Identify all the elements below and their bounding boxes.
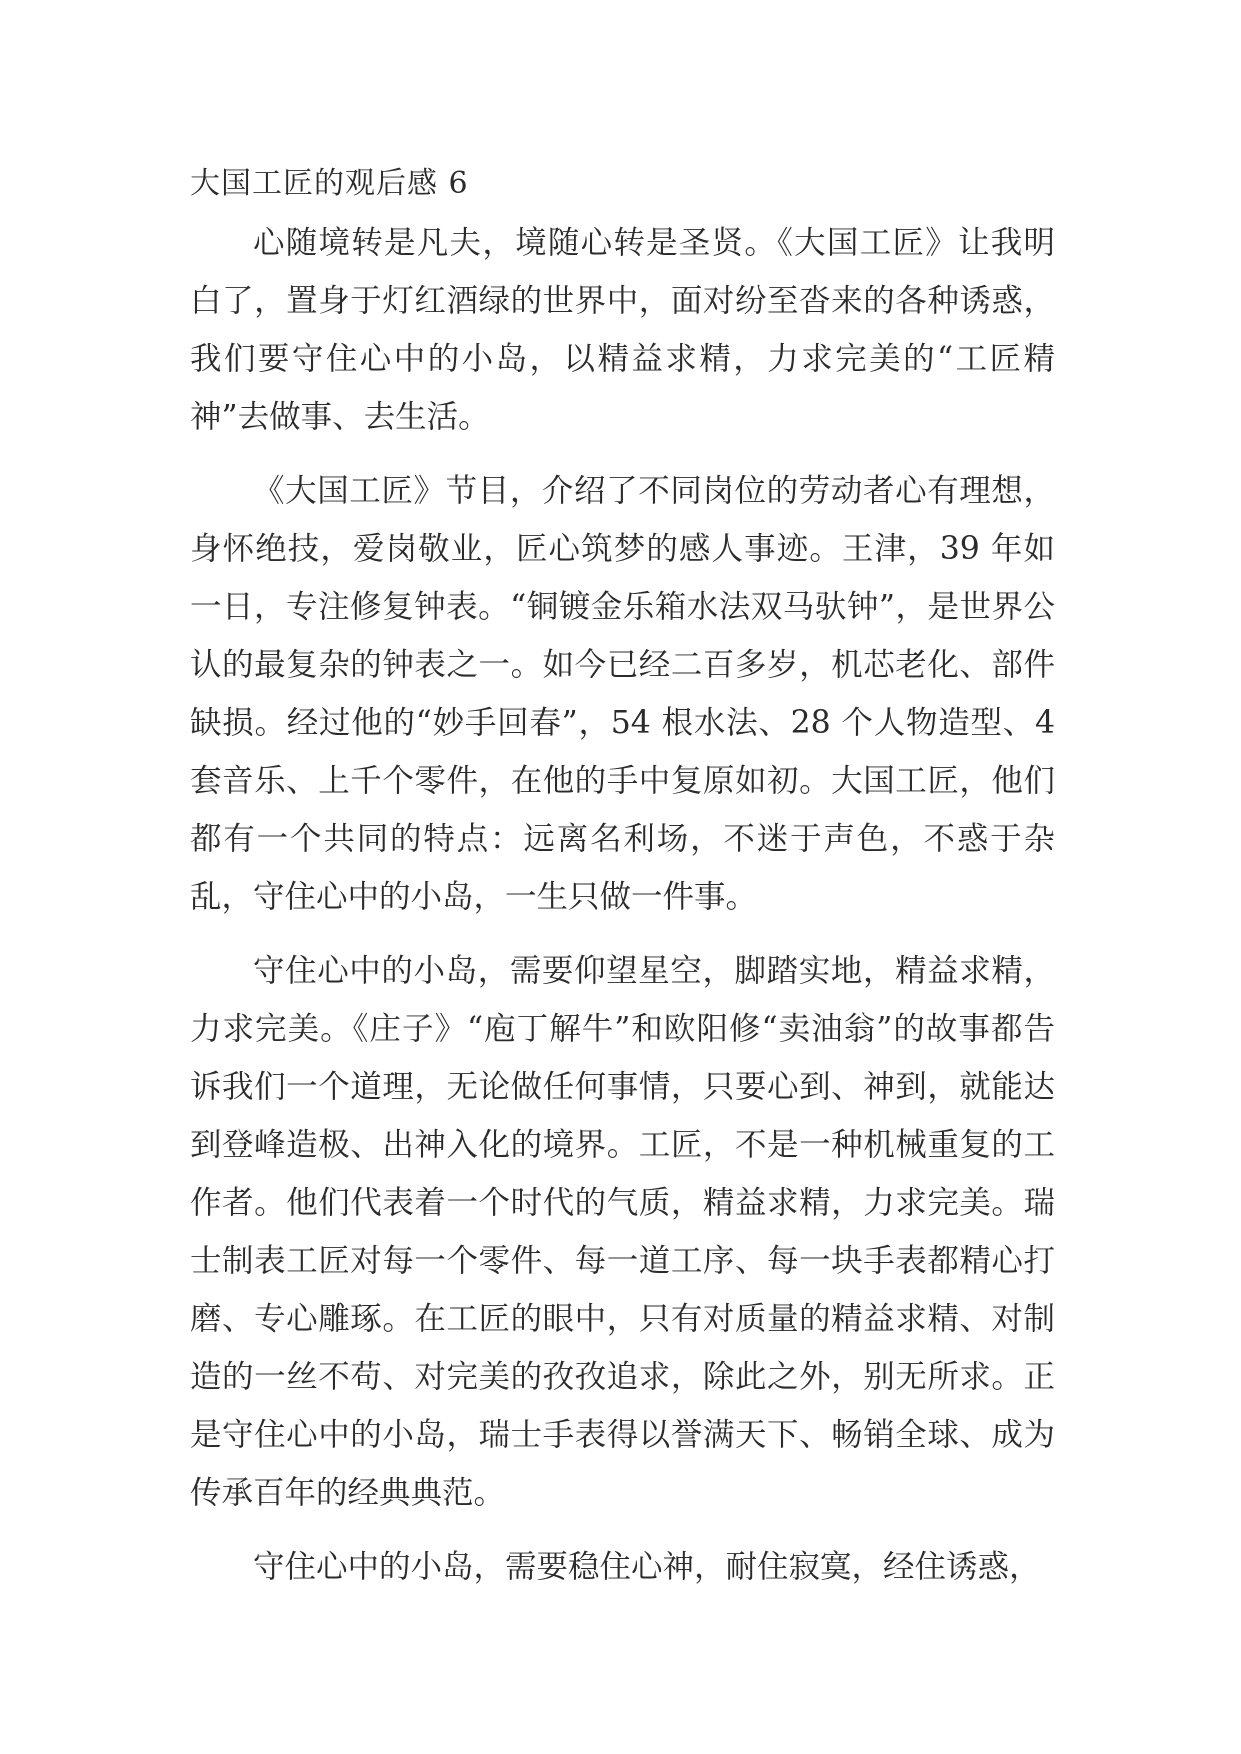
paragraph-perfection: 守住心中的小岛，需要仰望星空，脚踏实地，精益求精，力求完美。《庄子》“庖丁解牛”和欧阳修“卖油翁”的故事都告诉我们一个道理，无论做任何事情，只要心到、神到，就能达到登峰造极、出神入化的境界。工匠，不是一种机械重复的工作者。他们代表着一个时代的气质，精益求精，力求完美。瑞士制表工匠对每一个零件、每一道工序、每一块手表都精心打磨、专心雕琢。在工匠的眼中，只有对质量的精益求精、对制造的一丝不苟、对完美的孜孜追求，除此之外，别无所求。正是守住心中的小岛，瑞士手表得以誉满天下、畅销全球、成为传承百年的经典典范。 (190, 953, 1055, 1511)
paragraph-program-summary: 《大国工匠》节目，介绍了不同岗位的劳动者心有理想，身怀绝技，爱岗敬业，匠心筑梦的感人事迹。王津，39 年如一日，专注修复钟表。“铜镀金乐箱水法双马驮钟”，是世界公认的最复杂的钟表之一。如今已经二百多岁，机芯老化、部件缺损。经过他的“妙手回春”，54 根水法、28 个人物造型、4 套音乐、上千个零件，在他的手中复原如初。大国工匠，他们都有一个共同的特点：远离名利场，不迷于声色，不惑于杂乱，守住心中的小岛，一生只做一件事。 (190, 473, 1055, 915)
paragraph-intro: 心随境转是凡夫，境随心转是圣贤。《大国工匠》让我明白了，置身于灯红酒绿的世界中，面对纷至沓来的各种诱惑，我们要守住心中的小岛，以精益求精，力求完美的“工匠精神”去做事、去生活。 (190, 225, 1055, 435)
document-body (190, 162, 1055, 1596)
paragraph-steady-mind: 守住心中的小岛，需要稳住心神，耐住寂寞，经住诱惑， (253, 1549, 1041, 1585)
document-title: 大国工匠的观后感 6 (190, 166, 469, 201)
